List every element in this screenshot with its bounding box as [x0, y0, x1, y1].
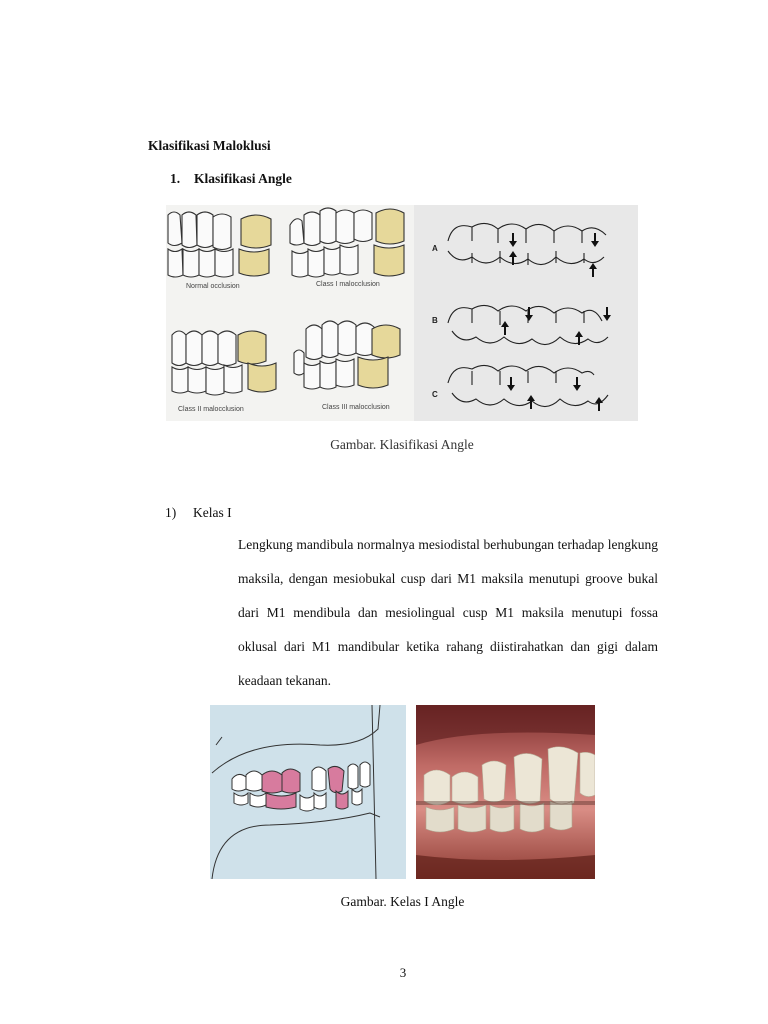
- class1-diagram: [210, 705, 406, 879]
- label-class3-malocclusion: Class III malocclusion: [322, 404, 390, 411]
- list-item-number: 1): [165, 505, 177, 520]
- label-class1-malocclusion: Class I malocclusion: [316, 281, 380, 288]
- label-row-a: A: [432, 244, 438, 253]
- figure2-caption: Gambar. Kelas I Angle: [340, 894, 465, 909]
- kelas1-paragraph: Lengkung mandibula normalnya mesiodistal berhubungan terhadap lengkung maksila, dengan mesiobukal cusp dari M1 maksila menutupi groove bukal dari M1 mendibula dan mesiolingual cusp M1 maksila menutupi fossa oklusal dari M1 mandibular ketika rahang diistirahatkan dan gigi dalam keadaan tekanan.: [238, 537, 658, 688]
- class1-intraoral-photo: [416, 705, 595, 879]
- subsection-number: 1.: [170, 171, 181, 186]
- angle-classification-figure: [166, 205, 638, 421]
- section-title: Klasifikasi Maloklusi: [148, 138, 271, 153]
- page-number: 3: [399, 965, 407, 980]
- figure1-caption: Gambar. Klasifikasi Angle: [330, 437, 474, 452]
- label-class2-malocclusion: Class II malocclusion: [178, 406, 244, 413]
- subsection-title: Klasifikasi Angle: [194, 171, 292, 186]
- label-normal-occlusion: Normal occlusion: [186, 283, 240, 290]
- label-row-b: B: [432, 316, 438, 325]
- list-item-label: Kelas I: [193, 505, 232, 520]
- label-row-c: C: [432, 390, 438, 399]
